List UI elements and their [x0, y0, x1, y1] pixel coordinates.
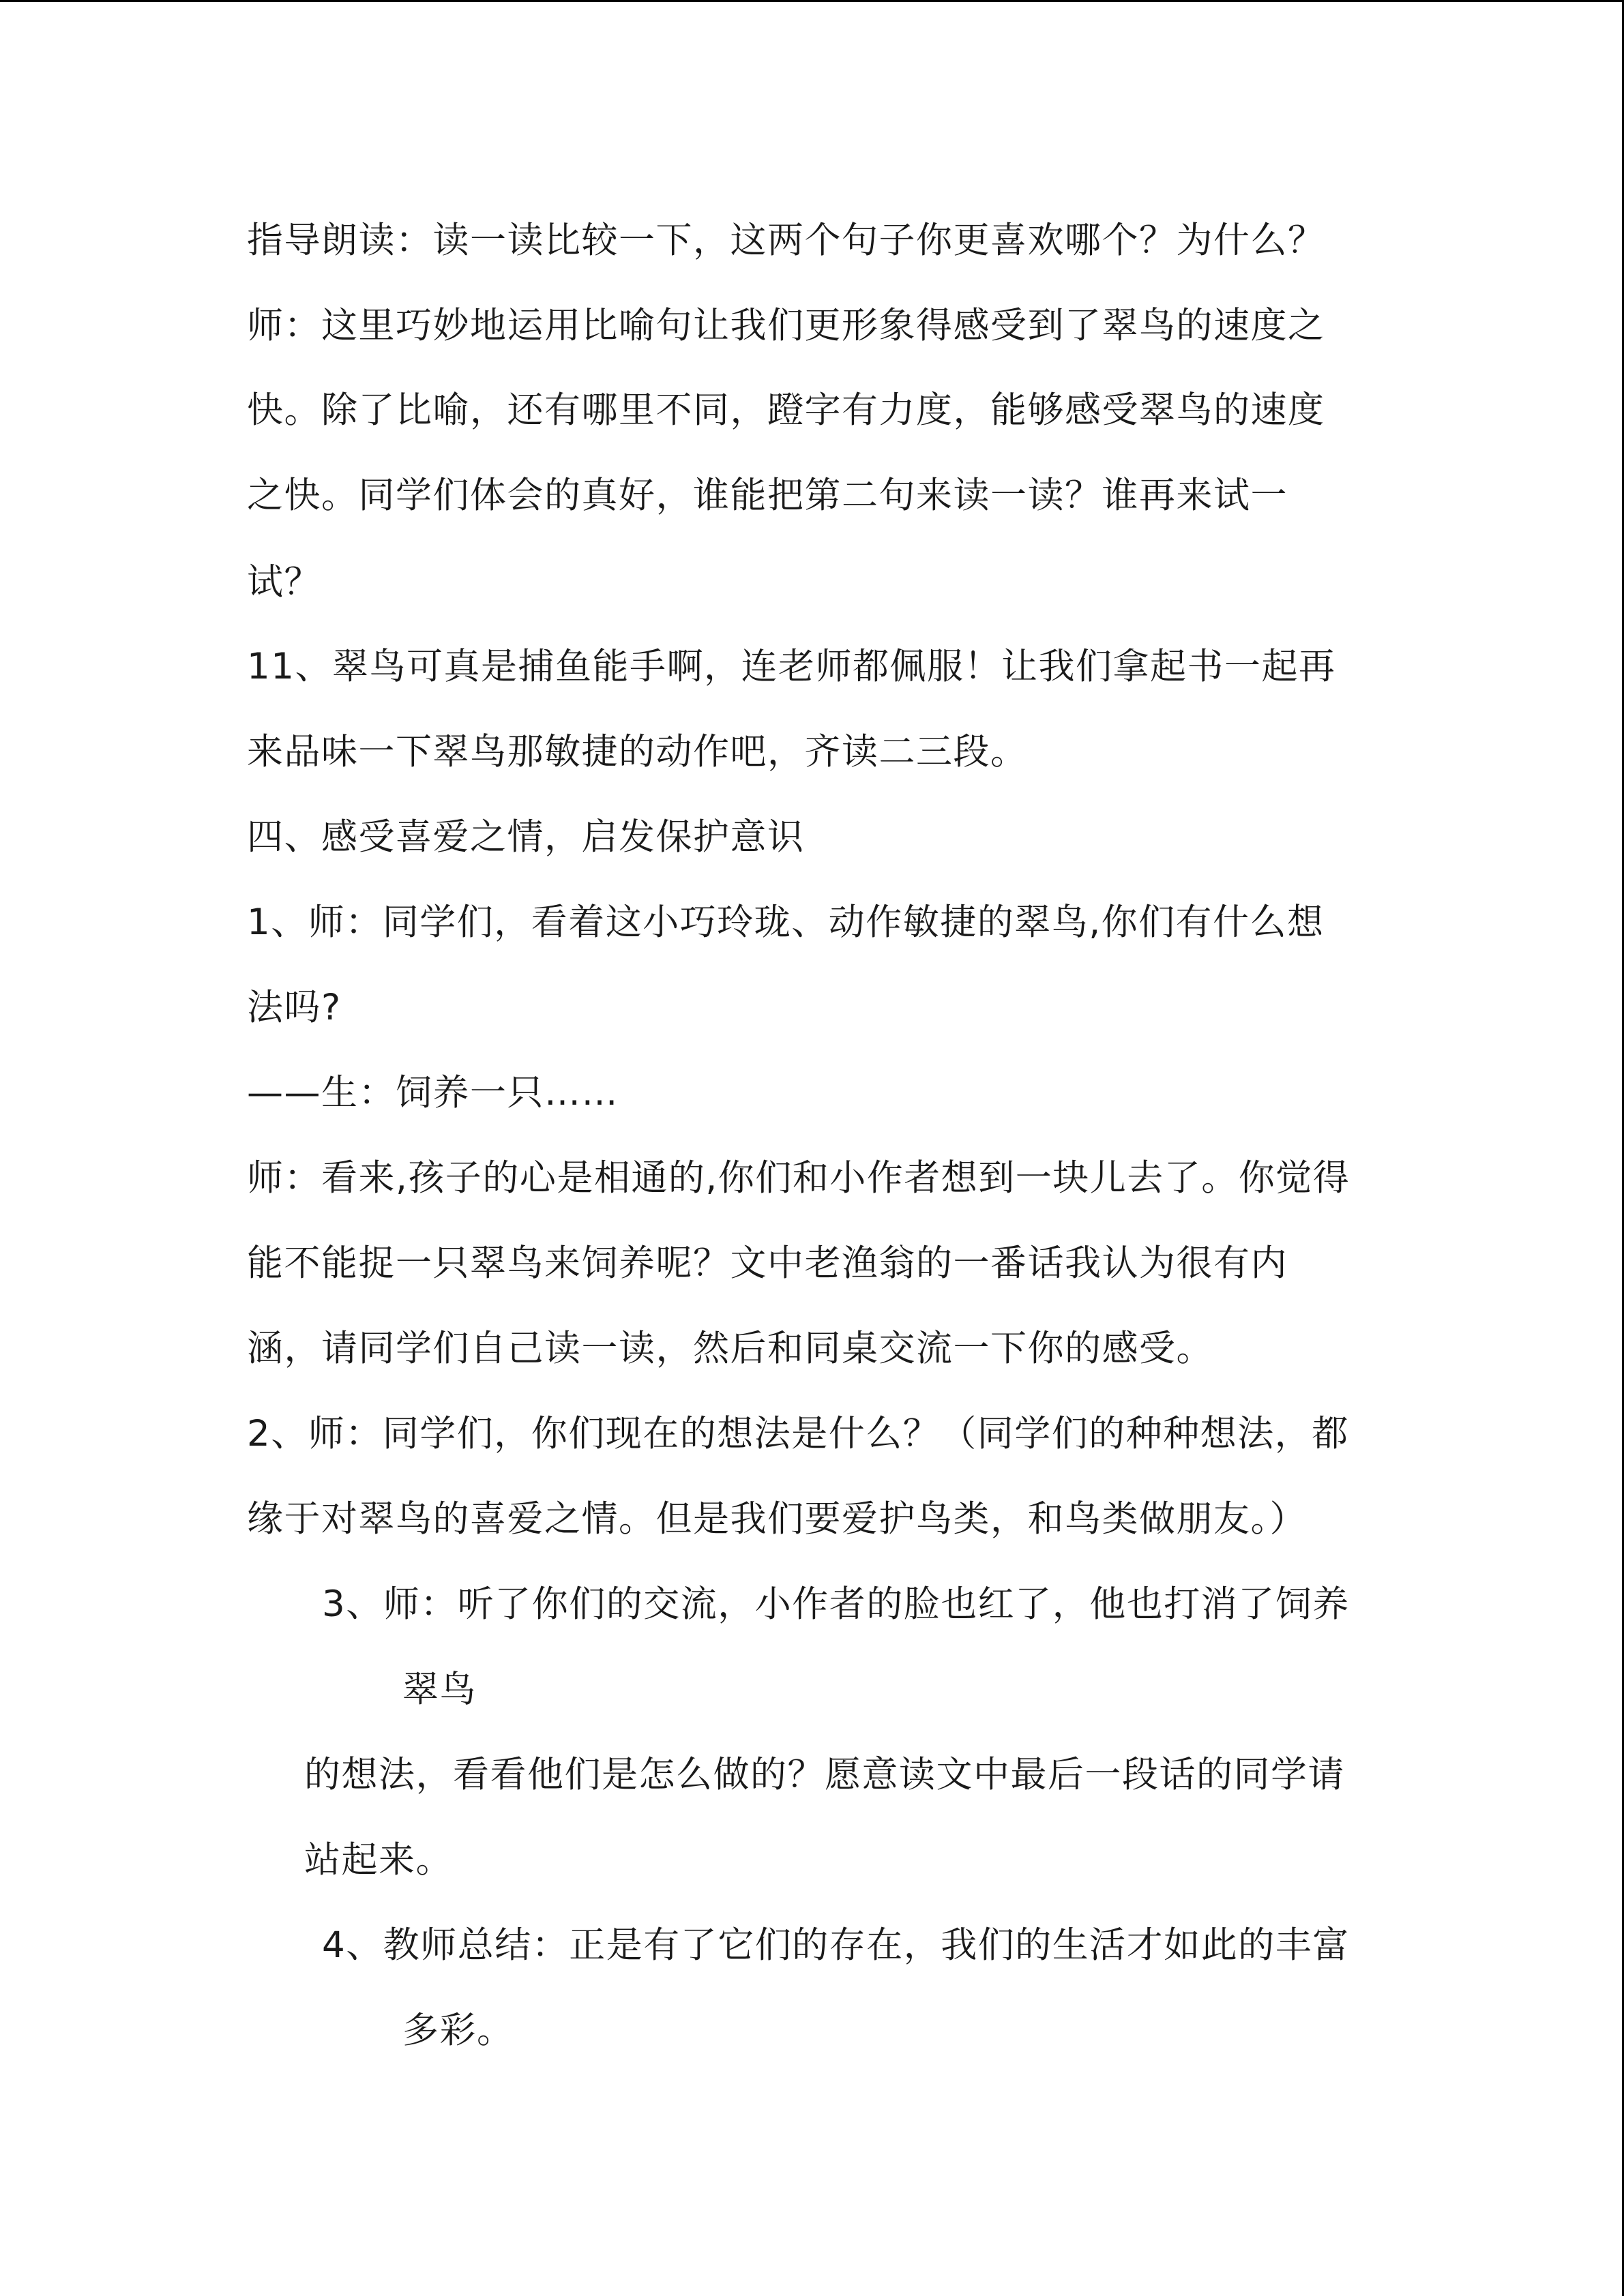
text-line: 1、师：同学们，看着这小巧玲珑、动作敏捷的翠鸟,你们有什么想 — [247, 901, 1325, 943]
text-line: 的想法，看看他们是怎么做的？愿意读文中最后一段话的同学请 — [304, 1754, 1345, 1795]
text-line: 4、教师总结：正是有了它们的存在，我们的生活才如此的丰富 — [322, 1924, 1350, 1966]
text-line: 缘于对翠鸟的喜爱之情。但是我们要爱护鸟类，和鸟类做朋友。） — [247, 1498, 1307, 1540]
text-line: 之快。同学们体会的真好，谁能把第二句来读一读？谁再来试一 — [247, 475, 1288, 516]
text-line: 指导朗读：读一读比较一下，这两个句子你更喜欢哪个？为什么？ — [247, 220, 1325, 261]
text-line: 法吗? — [247, 987, 342, 1028]
text-line: 多彩。 — [402, 2010, 514, 2051]
text-line: 站起来。 — [304, 1839, 453, 1881]
text-line: 翠鸟 — [402, 1669, 477, 1710]
text-line: 试？ — [247, 561, 321, 603]
text-line: 3、师：听了你们的交流，小作者的脸也红了，他也打消了饲养 — [322, 1583, 1350, 1625]
section-heading: 四、感受喜爱之情，启发保护意识 — [247, 816, 805, 858]
text-line: 11、翠鸟可真是捕鱼能手啊，连老师都佩服！让我们拿起书一起再 — [247, 646, 1336, 687]
text-line: 能不能捉一只翠鸟来饲养呢？文中老渔翁的一番话我认为很有内 — [247, 1242, 1288, 1284]
text-line: ——生：饲养一只…… — [247, 1072, 619, 1114]
text-line: 2、师：同学们，你们现在的想法是什么？（同学们的种种想法，都 — [247, 1413, 1349, 1455]
text-line: 涵，请同学们自己读一读，然后和同桌交流一下你的感受。 — [247, 1328, 1213, 1369]
text-line: 师：这里巧妙地运用比喻句让我们更形象得感受到了翠鸟的速度之 — [247, 305, 1325, 346]
text-line: 师：看来,孩子的心是相通的,你们和小作者想到一块儿去了。你觉得 — [247, 1157, 1350, 1199]
text-line: 快。除了比喻，还有哪里不同，蹬字有力度，能够感受翠鸟的速度 — [247, 389, 1325, 431]
text-line: 来品味一下翠鸟那敏捷的动作吧，齐读二三段。 — [247, 731, 1028, 773]
